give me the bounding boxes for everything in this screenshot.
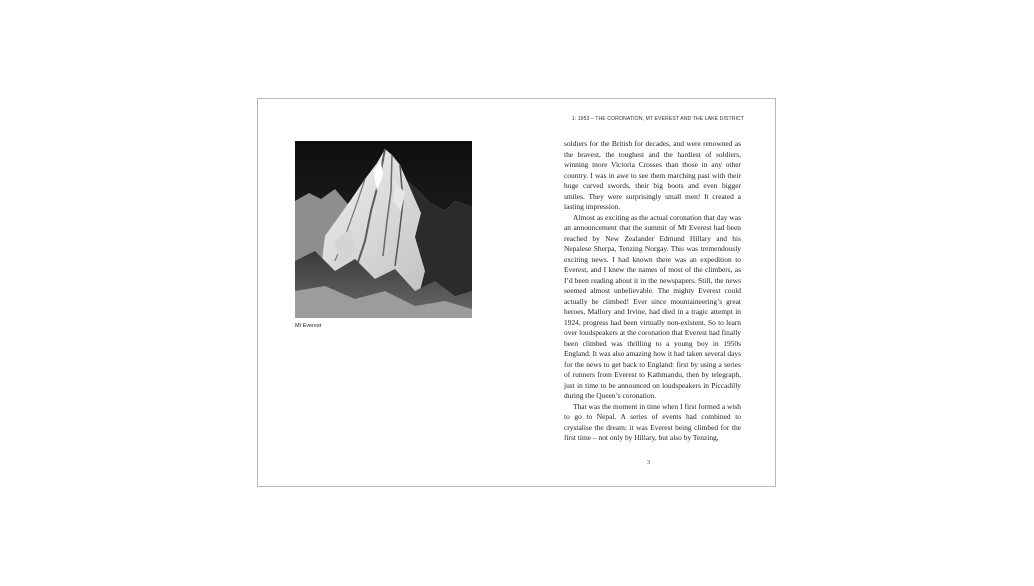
paragraph: Almost as exciting as the actual coronation that day was an announcement that the summit of Mt Everest had been reached by New Zealander Edmund Hillary and his Nepalese Sherpa, Tenzing Norgay. This was tremendously exciting news. I had known there was an expedition to Everest, and I knew the names of most of the climbers, as I’d been reading about it in the newspapers. Still, the news seemed almost unbelievable. The mighty Everest could actually be climbed! Ever since mountaineering’s great heroes, Mallory and Irvine, had died in a tragic attempt in 1924, progress had been virtually non-existent. So to learn over loudspeakers at the coronation that Everest had finally been climbed was thrilling to a young boy in 1950s England. It was also amazing how it had taken several days for the news to get back to England: first by using a series of runners from Everest to Kathmandu, then by telegraph, just in time to be announced on loudspeakers in Piccadilly during the Queen’s coronation. <box>564 212 742 400</box>
figure-caption: Mt Everest <box>295 323 322 329</box>
mountain-image <box>295 141 472 318</box>
mt-everest-photo <box>295 141 472 318</box>
running-head: 1: 1953 – THE CORONATION, MT EVEREST AND THE LAKE DISTRICT <box>571 116 744 122</box>
paragraph: That was the moment in time when I first formed a wish to go to Nepal. A series of events had combined to crystalise the dream: it was Everest being climbed for the first time – not only by Hillary, but also by Tenzing, <box>564 401 741 442</box>
book-page <box>257 98 776 487</box>
paragraph: soldiers for the British for decades, and were renowned as the bravest, the toughest and the hardiest of soldiers, winning more Victoria Crosses than those in any other country. I was in awe to see them marching past with their huge curved swords, their big boots and even bigger smiles. They were surprisingly small men! It created a lasting impression. <box>564 139 741 211</box>
page-number: 3 <box>647 460 650 466</box>
body-text <box>564 139 741 444</box>
